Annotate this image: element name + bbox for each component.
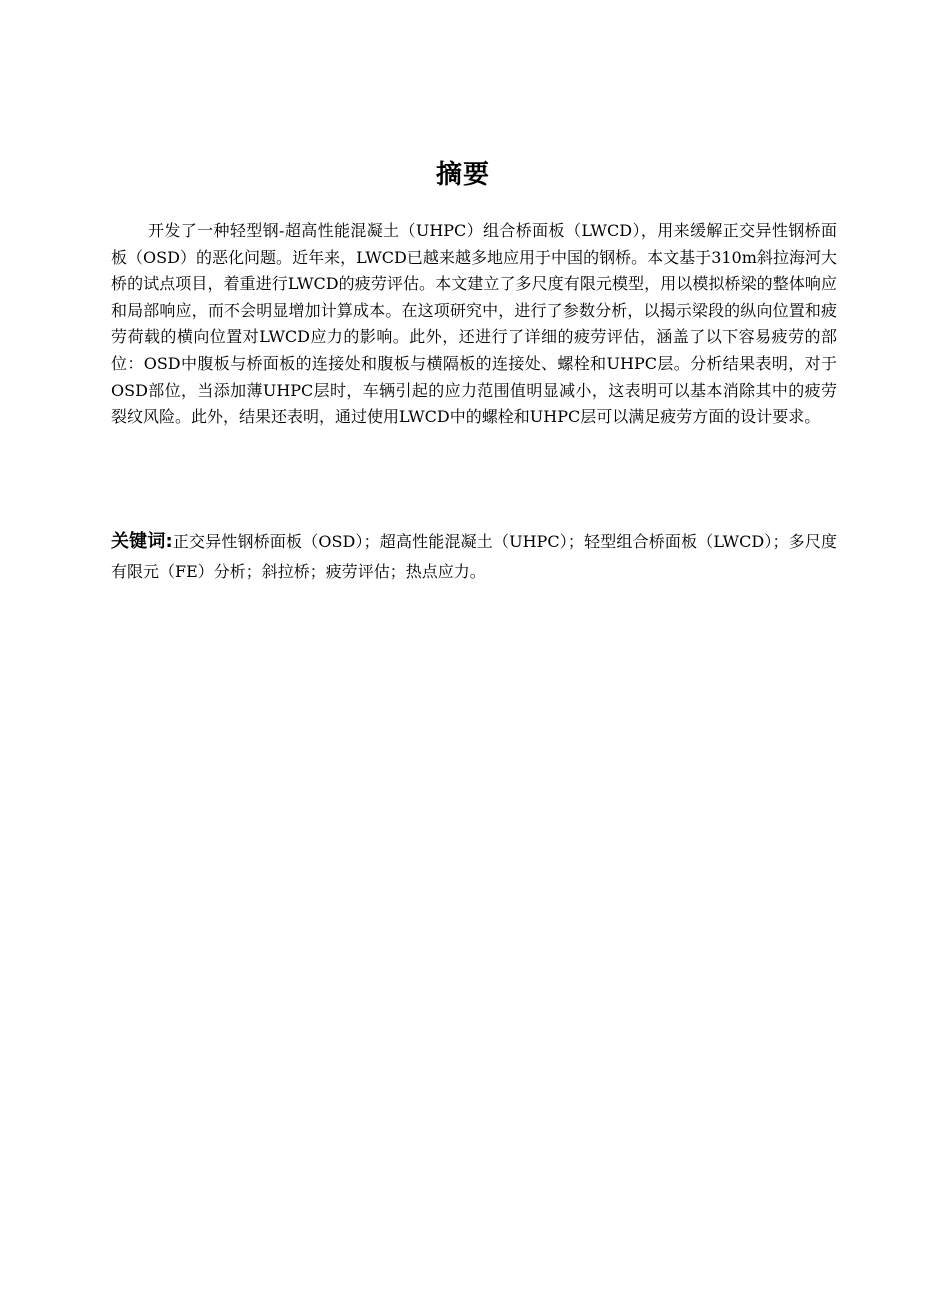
abstract-paragraph: 开发了一种轻型钢-超高性能混凝土（UHPC）组合桥面板（LWCD），用来缓解正交异性钢桥面板（OSD）的恶化问题。近年来，LWCD已越来越多地应用于中国的钢桥。本文基于310m斜拉海河大桥的试点项目，着重进行LWCD的疲劳评估。本文建立了多尺度有限元模型，用以模拟桥梁的整体响应和局部响应，而不会明显增加计算成本。在这项研究中，进行了参数分析，以揭示梁段的纵向位置和疲劳荷载的横向位置对LWCD应力的影响。此外，还进行了详细的疲劳评估，涵盖了以下容易疲劳的部位：OSD中腹板与桥面板的连接处和腹板与横隔板的连接处、螺栓和UHPC层。分析结果表明，对于OSD部位，当添加薄UHPC层时，车辆引起的应力范围值明显减小，这表明可以基本消除其中的疲劳裂纹风险。此外，结果还表明，通过使用LWCD中的螺栓和UHPC层可以满足疲劳方面的设计要求。 (111, 221, 837, 427)
page-title: 摘要 (435, 160, 490, 190)
keywords-paragraph (111, 527, 837, 587)
keywords-text: 正交异性钢桥面板（OSD）；超高性能混凝土（UHPC）；轻型组合桥面板（LWCD）；多尺度有限元（FE）分析；斜拉桥；疲劳评估；热点应力。 (111, 532, 837, 581)
keywords-label: 关键词: (111, 531, 173, 552)
